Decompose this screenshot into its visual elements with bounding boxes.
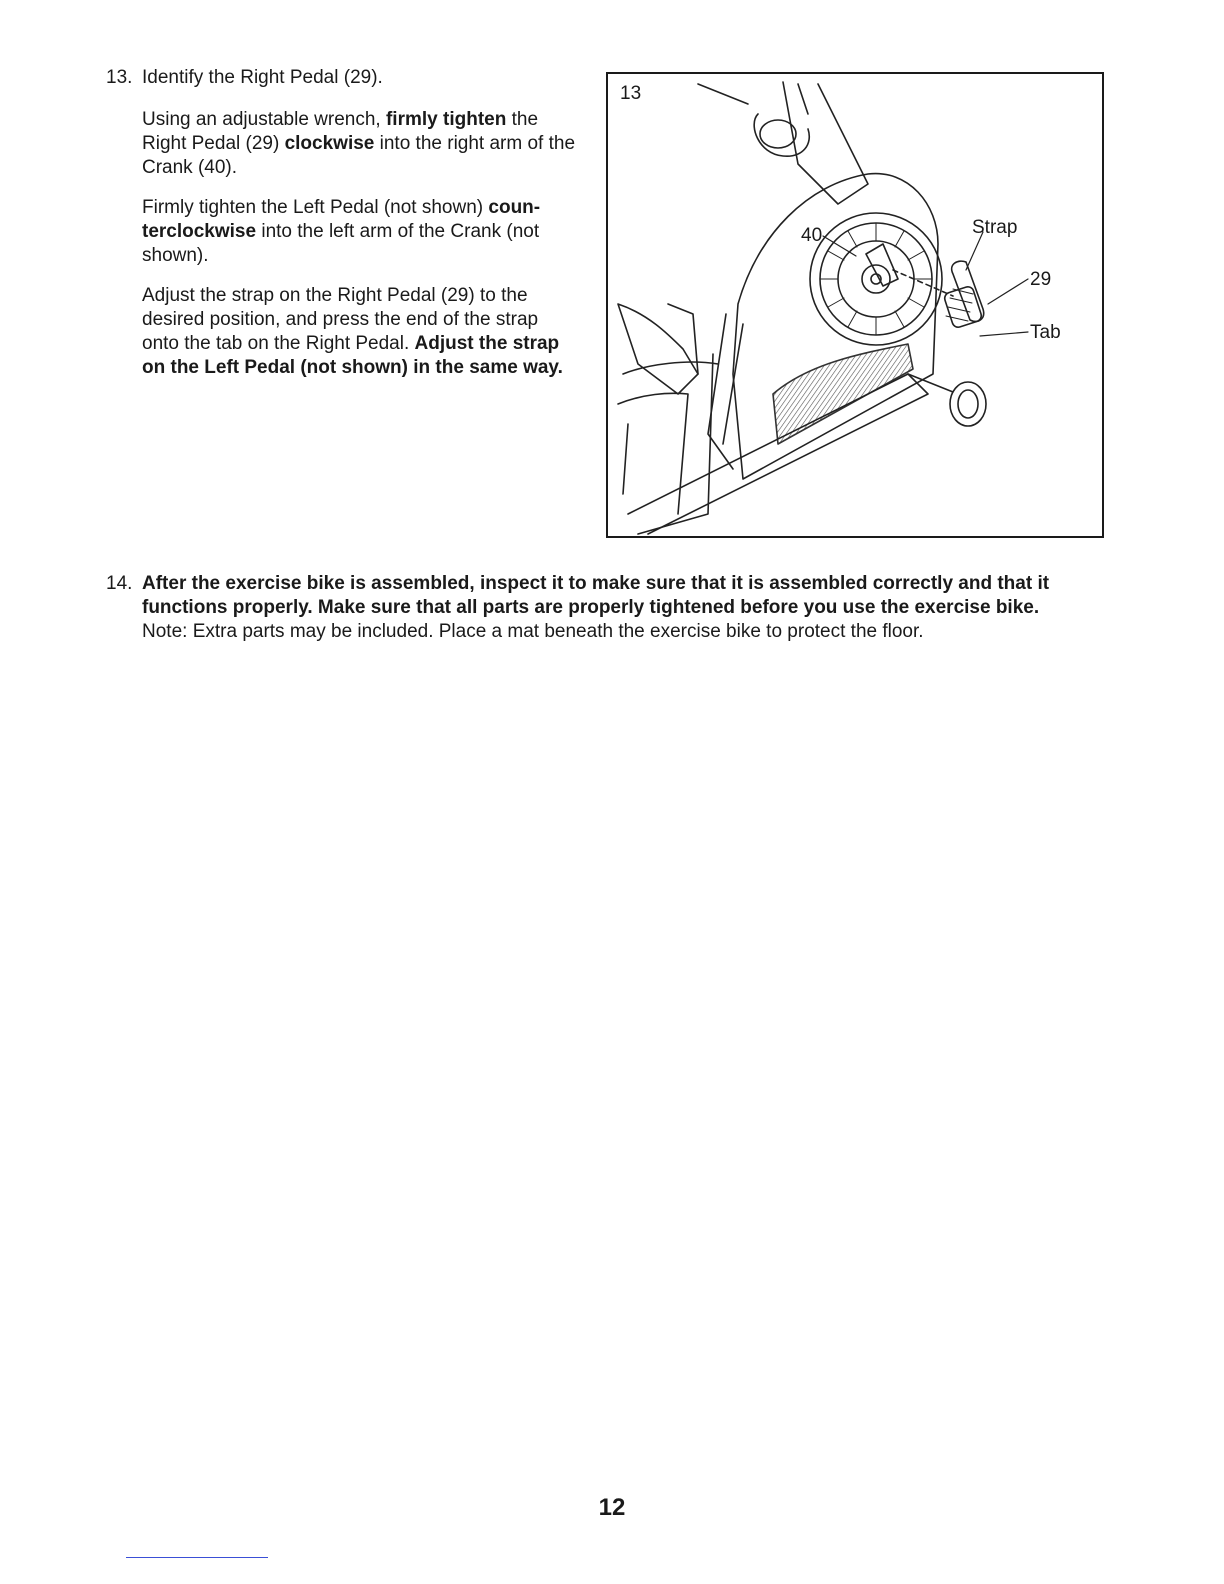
step-13-number: 13.	[106, 67, 133, 88]
step-14-note: Note: Extra parts may be included. Place a mat beneath the exercise bike to protect the floor.	[142, 621, 924, 642]
leveling-knob	[950, 382, 986, 426]
callout-tab: Tab	[1030, 322, 1061, 343]
callout-strap: Strap	[972, 217, 1018, 238]
step-13-paragraph-1: Using an adjustable wrench, firmly tighten the Right Pedal (29) clockwise into the right arm of the Crank (40).	[142, 109, 576, 178]
seat-post-knob	[760, 120, 796, 148]
step-13-intro: Identify the Right Pedal (29).	[142, 67, 383, 88]
step-14-bold-text: After the exercise bike is assembled, inspect it to make sure that it is assembled correctly and that it functions properly. Make sure that all parts are properly tightened before you use the exercise bike.	[142, 573, 1050, 618]
page-number: 12	[598, 1494, 626, 1521]
step-13-instructions	[106, 66, 576, 396]
seat-tube	[783, 82, 868, 204]
shroud-grille	[773, 344, 913, 444]
assembly-figure	[606, 72, 1104, 538]
figure-step-label: 13	[620, 83, 642, 104]
exercise-bike-illustration	[608, 74, 1102, 536]
step-14-instructions	[106, 572, 1116, 644]
seat-frame	[618, 304, 698, 394]
footer-underline	[126, 1557, 268, 1558]
step-13-paragraph-2: Firmly tighten the Left Pedal (not shown) coun-terclockwise into the left arm of the Crank (not shown).	[142, 197, 541, 266]
crank-hub	[862, 265, 890, 293]
step-14-number: 14.	[106, 573, 133, 594]
right-pedal	[943, 261, 983, 329]
callout-crank-40: 40	[801, 225, 823, 246]
callout-pedal-29: 29	[1030, 269, 1052, 290]
step-13-paragraph-3: Adjust the strap on the Right Pedal (29) to the desired position, and press the end of the strap onto the tab on the Right Pedal. Adjust the strap on the Left Pedal (not shown) in the same way.	[142, 285, 563, 378]
